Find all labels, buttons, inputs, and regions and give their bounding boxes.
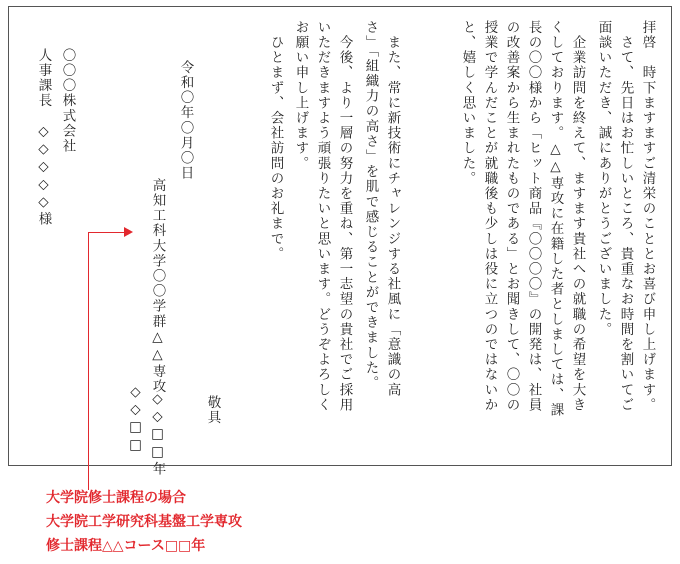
callout-arrow-icon: [124, 227, 133, 237]
letter-line-6: 長の〇〇様から「ヒット商品『〇〇〇〇』の開発は、社員: [525, 20, 542, 413]
callout-note-line-1: 大学院修士課程の場合: [46, 490, 186, 506]
letter-line-15: ひとまず、会社訪問のお礼まで。: [267, 20, 284, 262]
closing-keigu: 敬具: [204, 395, 221, 426]
letter-line-3: 面談いただき、誠にありがとうございました。: [595, 20, 612, 338]
callout-leader-vertical: [88, 232, 89, 490]
letter-line-8: 授業で学んだことが就職後も少しは役に立つのではないか: [481, 20, 498, 413]
letter-line-2: さて、先日はお忙しいところ、貴重なお時間を割いてご: [617, 20, 634, 413]
letter-line-13: いただきますよう頑張りたいと思います。どうぞよろしく: [314, 20, 331, 413]
letter-line-9: と、嬉しく思いました。: [459, 20, 476, 187]
letter-line-7: の改善案から生まれたものである」とお聞きして、〇〇の: [503, 20, 520, 413]
letter-line-10: また、常に新技術にチャレンジする社風に「意識の高: [384, 20, 401, 398]
recipient-name: 人事課長 ◇◇◇◇◇様: [35, 48, 52, 227]
letter-date: 令和〇年〇月〇日: [177, 60, 194, 181]
letter-line-14: お願い申し上げます。: [292, 20, 309, 171]
callout-leader-horizontal: [88, 232, 124, 233]
callout-note-line-3: 修士課程△△コース□□年: [46, 538, 206, 554]
letter-line-12: 今後、より一層の努力を重ね、第一志望の貴社でご採用: [336, 20, 353, 413]
callout-note-line-2: 大学院工学研究科基盤工学専攻: [46, 514, 242, 530]
letter-line-4: 企業訪問を終えて、ますます貴社への就職の希望を大き: [569, 20, 586, 413]
letter-line-5: くしております。△△専攻に在籍した者としましては、課: [547, 20, 564, 418]
sender-affiliation: 高知工科大学〇〇学群△△専攻: [149, 178, 166, 395]
letter-line-1: 拝啓 時下ますますご清栄のこととお喜び申し上げます。: [639, 20, 656, 413]
recipient-company: 〇〇〇株式会社: [59, 48, 76, 154]
letter-line-11: さ」「組織力の高さ」を肌で感じることができました。: [362, 20, 379, 391]
sender-year: ◇◇□□年: [149, 391, 166, 477]
sender-name: ◇◇□□: [127, 384, 144, 455]
